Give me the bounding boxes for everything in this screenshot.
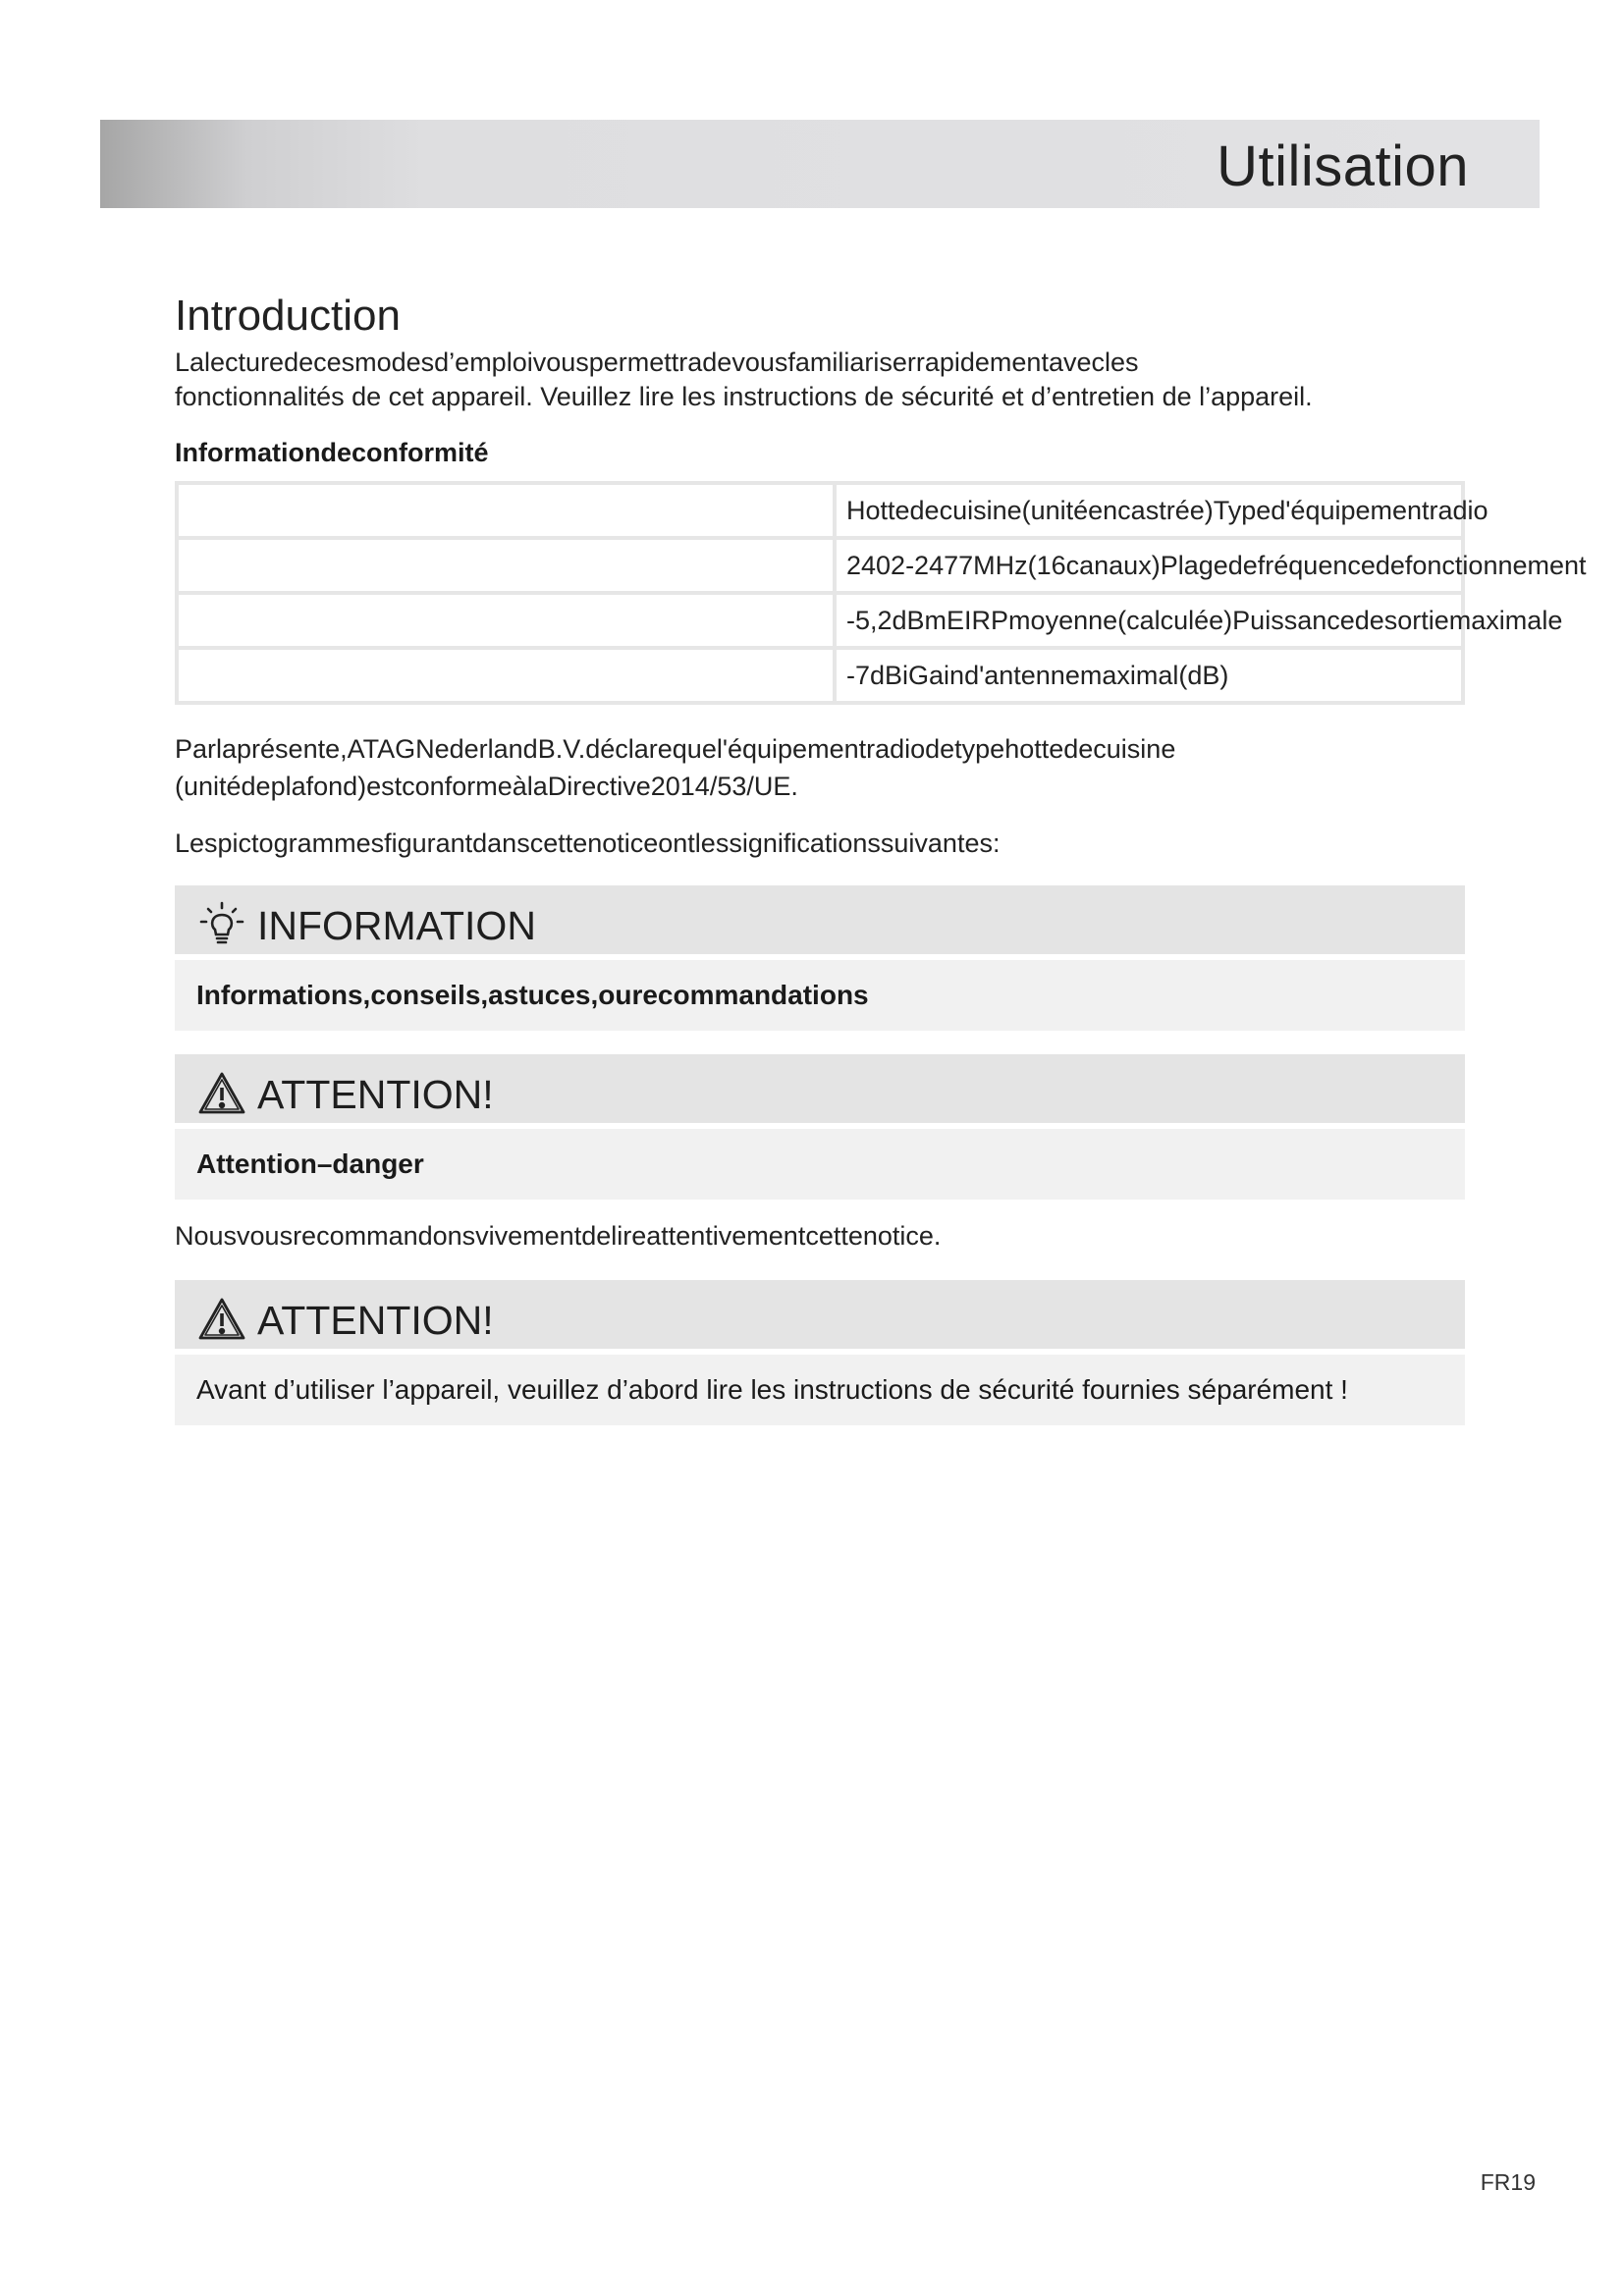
- section-title: Utilisation: [1217, 134, 1469, 198]
- attention-box-1-title: ATTENTION!: [257, 1072, 494, 1117]
- information-box-header: [175, 885, 1465, 954]
- section-header-band: [100, 120, 1540, 208]
- table-cell-value: -5,2dBmEIRPmoyenne(calculée)Puissancedesortiemaximale: [835, 593, 1463, 648]
- attention-box-1: [175, 1054, 1465, 1200]
- attention-box-2-body: Avant d’utiliser l’appareil, veuillez d’abord lire les instructions de sécurité fournies séparément !: [175, 1355, 1465, 1425]
- page-content: [175, 287, 1587, 1425]
- table-cell-label: [177, 538, 835, 593]
- information-box-body: Informations,conseils,astuces,ourecommandations: [175, 960, 1465, 1031]
- declaration-line-1: Parlaprésente,ATAGNederlandB.V.déclarequel'équipementradiodetypehottedecuisine: [175, 734, 1176, 764]
- table-cell-label: [177, 648, 835, 703]
- table-cell-label: [177, 483, 835, 538]
- table-row: [177, 483, 1463, 538]
- table-row: [177, 538, 1463, 593]
- conformity-table: [175, 481, 1587, 705]
- information-box: [175, 885, 1465, 1031]
- intro-line-1: Lalecturedecesmodesd’emploivouspermettradevousfamiliariserrapidementavecles: [175, 347, 1139, 377]
- declaration-line-2: (unitédeplafond)estconformeàlaDirective2014/53/UE.: [175, 772, 798, 801]
- page-number: FR19: [1480, 2169, 1536, 2195]
- table-cell-value: Hottedecuisine(unitéencastrée)Typed'équipementradio: [835, 483, 1463, 538]
- attention-box-2-header: [175, 1280, 1465, 1349]
- warning-triangle-icon: [196, 1068, 247, 1119]
- warning-triangle-icon: [196, 1294, 247, 1345]
- table-row: [177, 593, 1463, 648]
- table-cell-value: 2402-2477MHz(16canaux)Plagedefréquencedefonctionnement: [835, 538, 1463, 593]
- conformity-heading: Informationdeconformité: [175, 438, 489, 467]
- introduction-heading: Introduction: [175, 292, 401, 340]
- attention-box-1-header: [175, 1054, 1465, 1123]
- attention-box-1-body: Attention–danger: [175, 1129, 1465, 1200]
- attention-box-2: [175, 1280, 1465, 1425]
- table-row: [177, 648, 1463, 703]
- lightbulb-icon: [196, 899, 247, 950]
- recommendation-text: Nousvousrecommandonsvivementdelireattentivementcettenotice.: [175, 1221, 942, 1251]
- information-box-title: INFORMATION: [257, 903, 536, 948]
- table-cell-value: -7dBiGaind'antennemaximal(dB): [835, 648, 1463, 703]
- intro-line-2: fonctionnalités de cet appareil. Veuillez lire les instructions de sécurité et d’entretien de l’appareil.: [175, 382, 1313, 411]
- table-cell-label: [177, 593, 835, 648]
- pictograms-intro: Lespictogrammesfigurantdanscettenoticeontlessignificationssuivantes:: [175, 828, 1001, 858]
- attention-box-2-title: ATTENTION!: [257, 1298, 494, 1343]
